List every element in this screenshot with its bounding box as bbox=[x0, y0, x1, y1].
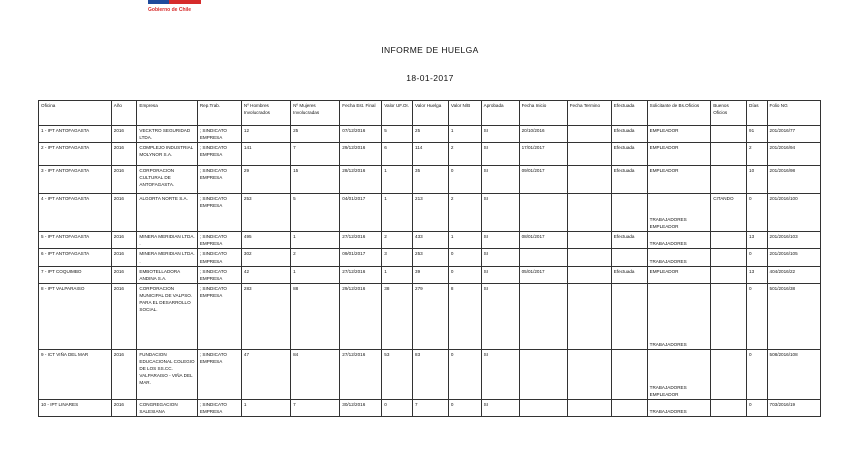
table-cell bbox=[711, 232, 747, 249]
table-cell: 28/12/2016 bbox=[340, 166, 382, 194]
table-cell: 1 bbox=[291, 266, 340, 283]
table-cell bbox=[519, 283, 567, 349]
column-header: Nº Hombres Involucrados bbox=[241, 101, 290, 126]
table-cell: 201/2016/105 bbox=[767, 249, 820, 266]
table-cell bbox=[567, 266, 611, 283]
column-header: Fecha Termino bbox=[567, 101, 611, 126]
table-cell: 495 bbox=[241, 232, 290, 249]
table-row bbox=[39, 232, 821, 249]
table-cell: 0 bbox=[448, 399, 481, 416]
table-cell bbox=[567, 232, 611, 249]
table-cell: 501/2016/38 bbox=[767, 283, 820, 349]
table-cell: 38 bbox=[382, 283, 413, 349]
table-cell: ; SINDICATO EMPRESA bbox=[197, 126, 241, 143]
column-header: Rep.Trab. bbox=[197, 101, 241, 126]
table-cell: 88 bbox=[291, 283, 340, 349]
table-cell: 279 bbox=[413, 283, 449, 349]
table-cell: CORPORACION MUNICIPAL DE VALPSO. PARA EL DESARROLLO SOCIAL. bbox=[137, 283, 197, 349]
table-cell: 201/2016/100 bbox=[767, 194, 820, 232]
table-cell: 5 bbox=[291, 194, 340, 232]
table-cell bbox=[611, 249, 647, 266]
report-title: INFORME DE HUELGA bbox=[381, 45, 479, 55]
table-cell: 9 - ICT VIÑA DEL MAR bbox=[39, 349, 112, 399]
table-cell: ; SINDICATO EMPRESA bbox=[197, 399, 241, 416]
table-cell: 253 bbox=[413, 249, 449, 266]
table-cell: 0 bbox=[747, 194, 767, 232]
table-cell: Efectuada bbox=[611, 143, 647, 166]
table-cell: SI bbox=[481, 283, 519, 349]
table-cell: 09/01/2017 bbox=[340, 249, 382, 266]
table-cell: 404/2016/22 bbox=[767, 266, 820, 283]
column-header: Efectuada bbox=[611, 101, 647, 126]
logo-text: Gobierno de Chile bbox=[148, 7, 192, 13]
table-cell: TRABAJADORES bbox=[647, 399, 711, 416]
column-header: Oficina bbox=[39, 101, 112, 126]
table-header-row bbox=[39, 101, 821, 126]
table-cell: MINERA MERIDIAN LTDA. . bbox=[137, 232, 197, 249]
column-header: Nº Mujeres Involucradas bbox=[291, 101, 340, 126]
table-cell bbox=[711, 249, 747, 266]
table-cell: 2016 bbox=[111, 349, 137, 399]
table-cell: 15 bbox=[291, 166, 340, 194]
table-cell: 3 - IPT ANTOFAGASTA bbox=[39, 166, 112, 194]
table-cell: 2 bbox=[291, 249, 340, 266]
table-cell bbox=[711, 143, 747, 166]
table-cell: SI bbox=[481, 399, 519, 416]
table-cell bbox=[711, 399, 747, 416]
table-cell: 2016 bbox=[111, 194, 137, 232]
table-cell: 25 bbox=[291, 126, 340, 143]
column-header: Aprobada bbox=[481, 101, 519, 126]
table-cell: CITANDO bbox=[711, 194, 747, 232]
table-cell: 08/01/2017 bbox=[519, 232, 567, 249]
table-cell bbox=[567, 399, 611, 416]
table-cell: 27/12/2016 bbox=[340, 266, 382, 283]
table-cell bbox=[519, 194, 567, 232]
table-cell: 6 - IPT ANTOFAGASTA bbox=[39, 249, 112, 266]
table-cell: 5 bbox=[382, 126, 413, 143]
column-header: Valor UF.OI. bbox=[382, 101, 413, 126]
table-cell: 0 bbox=[747, 399, 767, 416]
table-cell bbox=[567, 249, 611, 266]
table-cell: 05/01/2017 bbox=[519, 266, 567, 283]
table-cell: 141 bbox=[241, 143, 290, 166]
table-cell: 2016 bbox=[111, 283, 137, 349]
table-row bbox=[39, 349, 821, 399]
table-cell bbox=[611, 194, 647, 232]
table-cell: 1 bbox=[448, 232, 481, 249]
table-cell: ; SINDICATO EMPRESA bbox=[197, 249, 241, 266]
table-cell: Efectuada bbox=[611, 126, 647, 143]
table-cell: Efectuada bbox=[611, 232, 647, 249]
table-cell: 2 bbox=[448, 143, 481, 166]
table-cell: ; SINDICATO EMPRESA bbox=[197, 283, 241, 349]
table-row bbox=[39, 399, 821, 416]
table-cell: EMPLEADOR bbox=[647, 266, 711, 283]
table-cell: SI bbox=[481, 126, 519, 143]
column-header: Solicitante de Bs.Oficios bbox=[647, 101, 711, 126]
table-cell: 0 bbox=[448, 249, 481, 266]
table-cell: 0 bbox=[448, 166, 481, 194]
table-cell: TRABAJADORES bbox=[647, 249, 711, 266]
table-cell: 30/12/2016 bbox=[340, 399, 382, 416]
table-cell: 201/2016/94 bbox=[767, 143, 820, 166]
table-cell: 0 bbox=[747, 283, 767, 349]
table-cell: ; SINDICATO EMPRESA bbox=[197, 232, 241, 249]
table-cell: 1 bbox=[448, 126, 481, 143]
strike-report-table bbox=[38, 100, 821, 417]
table-cell: 53 bbox=[382, 349, 413, 399]
table-cell: VECKTRO SEGURIDAD LTDA. bbox=[137, 126, 197, 143]
table-cell: TRABAJADORES bbox=[647, 232, 711, 249]
table-cell: 91 bbox=[747, 126, 767, 143]
logo-blue-stripe bbox=[148, 0, 169, 4]
table-cell: 07/12/2016 bbox=[340, 126, 382, 143]
table-cell: 2016 bbox=[111, 126, 137, 143]
table-row bbox=[39, 249, 821, 266]
table-cell: SI bbox=[481, 166, 519, 194]
table-cell: 2016 bbox=[111, 143, 137, 166]
table-cell: 7 bbox=[291, 399, 340, 416]
table-cell: 13 bbox=[747, 232, 767, 249]
table-cell: 0 bbox=[747, 349, 767, 399]
table-cell: 27/12/2016 bbox=[340, 232, 382, 249]
table-cell: 7 bbox=[291, 143, 340, 166]
table-cell: TRABAJADORES EMPLEADOR bbox=[647, 349, 711, 399]
table-cell bbox=[567, 126, 611, 143]
table-cell: 508/2016/108 bbox=[767, 349, 820, 399]
table-cell bbox=[567, 143, 611, 166]
column-header: Valor N/B bbox=[448, 101, 481, 126]
table-cell: 114 bbox=[413, 143, 449, 166]
column-header: Días bbox=[747, 101, 767, 126]
column-header: Folio NG bbox=[767, 101, 820, 126]
table-cell: 0 bbox=[747, 249, 767, 266]
table-cell: 8 bbox=[448, 283, 481, 349]
table-cell: 5 - IPT ANTOFAGASTA bbox=[39, 232, 112, 249]
table-cell: TRABAJADORES EMPLEADOR bbox=[647, 194, 711, 232]
table-cell: 42 bbox=[241, 266, 290, 283]
report-date: 18-01-2017 bbox=[406, 73, 454, 83]
table-cell bbox=[711, 266, 747, 283]
table-cell: 283 bbox=[241, 283, 290, 349]
table-cell bbox=[611, 349, 647, 399]
table-cell: 703/2016/19 bbox=[767, 399, 820, 416]
table-cell: 433 bbox=[413, 232, 449, 249]
table-cell: 2 bbox=[747, 143, 767, 166]
column-header: Fecha Inicio bbox=[519, 101, 567, 126]
table-cell bbox=[519, 249, 567, 266]
table-cell: 1 bbox=[382, 266, 413, 283]
table-row bbox=[39, 166, 821, 194]
table-row bbox=[39, 283, 821, 349]
table-cell: SI bbox=[481, 232, 519, 249]
table-cell: 4 - IPT ANTOFAGASTA bbox=[39, 194, 112, 232]
table-cell: 29/12/2016 bbox=[340, 283, 382, 349]
table-cell: 302 bbox=[241, 249, 290, 266]
table-cell bbox=[567, 283, 611, 349]
table-cell: Efectuada bbox=[611, 166, 647, 194]
table-cell: 201/2016/77 bbox=[767, 126, 820, 143]
column-header: Buenos Oficios bbox=[711, 101, 747, 126]
column-header: Empresa bbox=[137, 101, 197, 126]
table-row bbox=[39, 126, 821, 143]
table-cell: 2016 bbox=[111, 249, 137, 266]
table-body bbox=[39, 126, 821, 417]
table-cell: 0 bbox=[448, 349, 481, 399]
table-cell: 2016 bbox=[111, 166, 137, 194]
table-cell: SI bbox=[481, 143, 519, 166]
table-cell: SI bbox=[481, 194, 519, 232]
table-cell: 20/10/2016 bbox=[519, 126, 567, 143]
table-cell: 83 bbox=[413, 349, 449, 399]
table-cell: 1 bbox=[291, 232, 340, 249]
table-cell: ALGORTA NORTE S.A. bbox=[137, 194, 197, 232]
table-cell: CORPORACION CULTURAL DE ANTOFAGASTA. bbox=[137, 166, 197, 194]
table-cell: SI bbox=[481, 266, 519, 283]
table-cell: ; SINDICATO EMPRESA bbox=[197, 349, 241, 399]
table-cell: 29/12/2016 bbox=[340, 143, 382, 166]
table-cell bbox=[611, 399, 647, 416]
table-cell: 3 bbox=[382, 249, 413, 266]
table-cell: 0 bbox=[448, 266, 481, 283]
table-cell: 13 bbox=[747, 266, 767, 283]
table-cell: EMPLEADOR bbox=[647, 166, 711, 194]
table-cell: EMBOTELLADORA ANDINA S.A. bbox=[137, 266, 197, 283]
table-cell: 8 - IPT VALPARAISO bbox=[39, 283, 112, 349]
table-cell: 10 - IPT LINARES bbox=[39, 399, 112, 416]
column-header: Fecha Est. Final bbox=[340, 101, 382, 126]
table-cell bbox=[611, 283, 647, 349]
table-cell: 09/01/2017 bbox=[519, 166, 567, 194]
table-cell: 201/2016/98 bbox=[767, 166, 820, 194]
table-cell: 29 bbox=[241, 166, 290, 194]
table-cell: ; SINDICATO EMPRESA bbox=[197, 194, 241, 232]
table-cell bbox=[711, 126, 747, 143]
table-cell bbox=[519, 399, 567, 416]
table-row bbox=[39, 266, 821, 283]
table-cell: CONGREGACION SALESIANA bbox=[137, 399, 197, 416]
table-cell: 25 bbox=[413, 126, 449, 143]
table-cell: 84 bbox=[291, 349, 340, 399]
gobierno-logo bbox=[148, 0, 201, 16]
table-cell: 1 - IPT ANTOFAGASTA bbox=[39, 126, 112, 143]
table-cell: ; SINDICATO EMPRESA bbox=[197, 166, 241, 194]
table-row bbox=[39, 194, 821, 232]
table-cell: 2 bbox=[382, 232, 413, 249]
table-cell bbox=[567, 166, 611, 194]
table-cell: SI bbox=[481, 249, 519, 266]
table-cell: ; SINDICATO EMPRESA bbox=[197, 143, 241, 166]
table-cell: 27/12/2016 bbox=[340, 349, 382, 399]
table-cell bbox=[711, 283, 747, 349]
column-header: Valor Huelga bbox=[413, 101, 449, 126]
table-cell: 2016 bbox=[111, 266, 137, 283]
table-cell: 04/01/2017 bbox=[340, 194, 382, 232]
table-cell: 0 bbox=[382, 399, 413, 416]
table-cell: MINERA MERIDIAN LTDA. . bbox=[137, 249, 197, 266]
table-cell: 7 - IPT COQUIMBO bbox=[39, 266, 112, 283]
table-cell: 1 bbox=[382, 166, 413, 194]
table-cell bbox=[711, 349, 747, 399]
table-cell: 201/2016/103 bbox=[767, 232, 820, 249]
logo-red-stripe bbox=[169, 0, 201, 4]
table-cell: 2016 bbox=[111, 232, 137, 249]
table-cell: EMPLEADOR bbox=[647, 143, 711, 166]
table-cell: Efectuada bbox=[611, 266, 647, 283]
table-cell bbox=[567, 194, 611, 232]
table-cell: 10 bbox=[747, 166, 767, 194]
table-cell: 7 bbox=[413, 399, 449, 416]
table-cell: FUNDACION EDUCACIONAL COLEGIO DE LOS SS.CC. VALPARAISO - VIÑA DEL MAR. bbox=[137, 349, 197, 399]
table-cell: 2016 bbox=[111, 399, 137, 416]
table-cell: ; SINDICATO EMPRESA bbox=[197, 266, 241, 283]
table-cell: 12 bbox=[241, 126, 290, 143]
table-cell: 6 bbox=[382, 143, 413, 166]
column-header: Año bbox=[111, 101, 137, 126]
table-cell bbox=[711, 166, 747, 194]
table-cell bbox=[567, 349, 611, 399]
table-cell: 17/01/2017 bbox=[519, 143, 567, 166]
table-cell: 39 bbox=[413, 266, 449, 283]
table-cell: COMPLEJO INDUSTRIAL MOLYNOR S.A. bbox=[137, 143, 197, 166]
table-cell: TRABAJADORES bbox=[647, 283, 711, 349]
table-cell: 2 bbox=[448, 194, 481, 232]
table-cell: SI bbox=[481, 349, 519, 399]
table-cell: 213 bbox=[413, 194, 449, 232]
table-cell: 47 bbox=[241, 349, 290, 399]
table-cell: 1 bbox=[382, 194, 413, 232]
table-row bbox=[39, 143, 821, 166]
table-cell: 2 - IPT ANTOFAGASTA bbox=[39, 143, 112, 166]
table-cell: 1 bbox=[241, 399, 290, 416]
table-cell bbox=[519, 349, 567, 399]
table-cell: 253 bbox=[241, 194, 290, 232]
table-cell: 35 bbox=[413, 166, 449, 194]
table-cell: EMPLEADOR bbox=[647, 126, 711, 143]
